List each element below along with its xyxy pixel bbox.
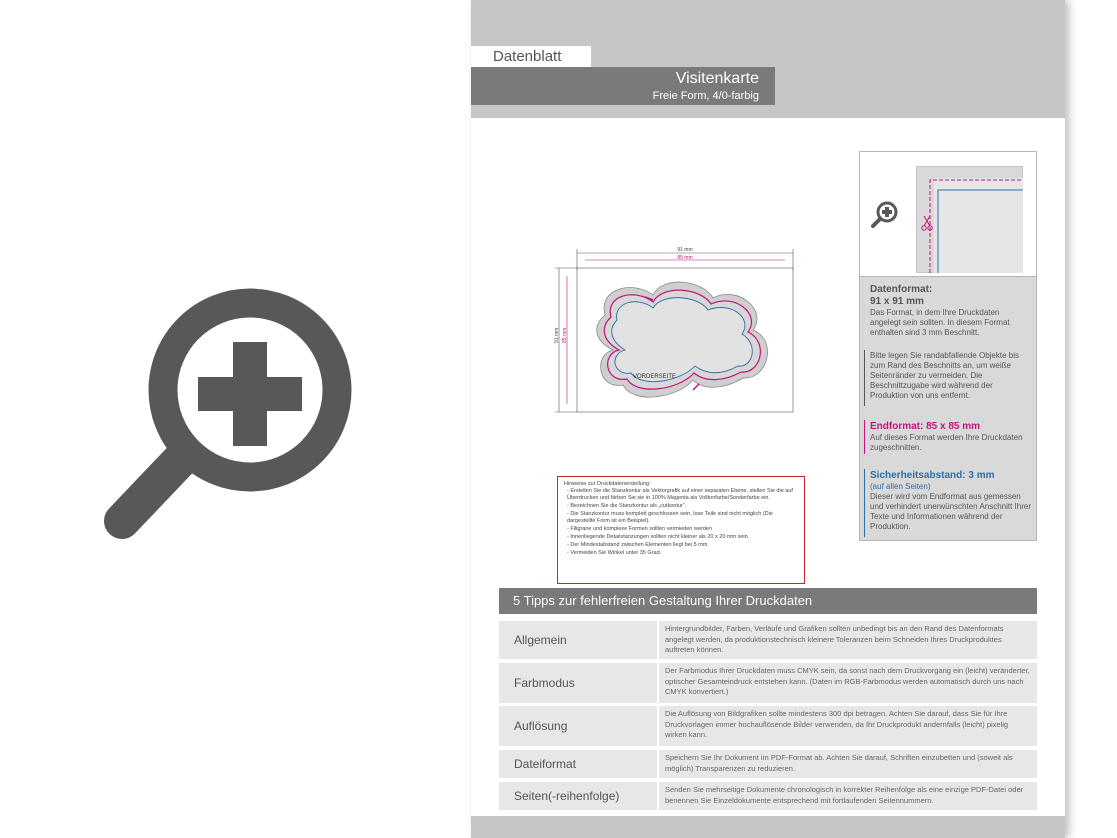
data-format-size: 91 x 91 mm [870, 296, 924, 307]
width-inner-label: 85 mm [677, 255, 693, 261]
print-hints-title: Hinweise zur Druckdatenerstellung: [564, 481, 651, 487]
tip-label: Farbmodus [499, 663, 657, 703]
safety-margin-text: Dieser wird vom Endformat aus gemessen und verhindert unerwünschten Anschnitt Ihrer Texte und Informationen während der Produktion. [870, 492, 1031, 531]
data-format-title: Datenformat: [870, 284, 933, 295]
tip-text: Hintergrundbilder, Farben, Verläufe und Grafiken sollten unbedingt bis an den Rand des Datenformats angelegt werden, da produktionstechnisch kleinere Toleranzen beim Schneiden Ihres Druckproduktes auftreten können. [659, 621, 1037, 659]
data-format-text: Das Format, in dem Ihre Druckdaten angelegt sein sollten. In diesem Format enthalten sind 3 mm Beschnitt. [870, 308, 1010, 337]
tip-row-aufloesung [499, 706, 1037, 746]
corner-preview [916, 166, 1023, 273]
front-side-label: VORDERSEITE [633, 374, 677, 380]
tip-row-dateiformat [499, 750, 1037, 778]
tip-label: Dateiformat [499, 750, 657, 778]
end-format-text: Auf dieses Format werden Ihre Druckdaten zugeschnitten. [870, 433, 1023, 452]
bleed-text: Bitte legen Sie randabfallende Objekte bis zum Rand des Beschnitts an, um weiße Seitenränder zu vermeiden. Die Beschnittzugabe wird während der Produktion von uns entfernt. [870, 351, 1019, 400]
print-hints-box [557, 476, 805, 584]
info-panel [859, 151, 1037, 541]
page-title: Visitenkarte [675, 70, 759, 87]
tip-row-seitenreihenfolge [499, 782, 1037, 810]
tip-row-allgemein [499, 621, 1037, 659]
print-hint-item: - Erstellen Sie die Stanzkontur als Vektorgrafik auf einer separaten Ebene, stellen Sie die auf Überdrucken und färben Sie sie in 100% Magenta als Volltonfarbe/Sonderfarbe ein. [567, 488, 793, 501]
end-format-title: Endformat: 85 x 85 mm [870, 421, 981, 432]
info-preview-area [860, 152, 1036, 277]
safety-contour [612, 298, 753, 382]
tip-label: Allgemein [499, 621, 657, 659]
tip-label: Auflösung [499, 706, 657, 746]
print-hint-item: - Die Stanzkontur muss komplett geschlossen sein, lose Teile sind nicht möglich (Die dargestellte Form ist ein Beispiel). [567, 511, 773, 524]
data-format-info [870, 284, 1032, 338]
tip-row-farbmodus [499, 663, 1037, 703]
datasheet-page [471, 0, 1065, 838]
datasheet-tab-label: Datenblatt [471, 46, 591, 67]
tip-text: Senden Sie mehrseitige Dokumente chronologisch in korrekter Reihenfolge als eine einzige PDF-Datei oder benennen Sie Einzeldokumente entsprechend mit fortlaufenden Seitennummern. [659, 782, 1037, 810]
page-footer [471, 816, 1065, 838]
safety-margin-info [870, 470, 1032, 532]
tips-section-header: 5 Tipps zur fehlerfreien Gestaltung Ihrer Druckdaten [499, 588, 1037, 614]
safety-margin-title: Sicherheitsabstand: 3 mm [870, 470, 995, 481]
print-hint-item: - Der Mindestabstand zwischen Elementen liegt bei 5 mm. [567, 542, 709, 548]
width-outer-label: 91 mm [677, 247, 693, 253]
print-hint-item: - Vermeiden Sie Winkel unter 35 Grad. [567, 550, 662, 556]
height-inner-label: 85 mm [562, 327, 568, 343]
tip-text: Speichern Sie Ihr Dokument im PDF-Format ab. Achten Sie darauf, Schriften einzubetten und (soweit als möglich) Transparenzen zu reduzieren. [659, 750, 1037, 778]
zoom-in-icon[interactable] [870, 200, 900, 230]
end-format-info [870, 421, 1032, 453]
bleed-info [870, 351, 1032, 401]
tip-label: Seiten(-reihenfolge) [499, 782, 657, 810]
print-hints-list [564, 488, 798, 557]
safety-margin-subtitle: (auf allen Seiten) [870, 482, 931, 491]
print-hint-item: - Bezeichnen Sie die Stanzkontur als „cutkontur“. [567, 503, 687, 509]
page-subtitle: Freie Form, 4/0-farbig [652, 90, 759, 102]
tip-text: Der Farbmodus Ihrer Druckdaten muss CMYK sein, da sonst nach dem Druckvorgang ein (leicht) veränderter, optischer Gesamteindruck entstehen kann. (Daten im RGB-Farbmodus werden automatisch durch uns nach CMYK konvertiert.) [659, 663, 1037, 703]
print-hint-item: - Innenliegende Detailstanzungen sollten nicht kleiner als 20 x 20 mm sein. [567, 534, 750, 540]
print-hint-item: - Filigrane und komplexe Formen sollten vermieden werden [567, 526, 712, 532]
format-diagram [553, 240, 803, 420]
tip-text: Die Auflösung von Bildgrafiken sollte mindestens 300 dpi betragen. Achten Sie darauf, dass Sie für Ihre Druckvorlagen immer hochauflösende Bilder verwenden, da Ihr Druckprodukt andernfalls (leicht) pixelig wirken kann. [659, 706, 1037, 746]
title-bar [471, 67, 775, 105]
height-outer-label: 91 mm [554, 327, 560, 343]
zoom-in-icon[interactable] [100, 285, 360, 550]
